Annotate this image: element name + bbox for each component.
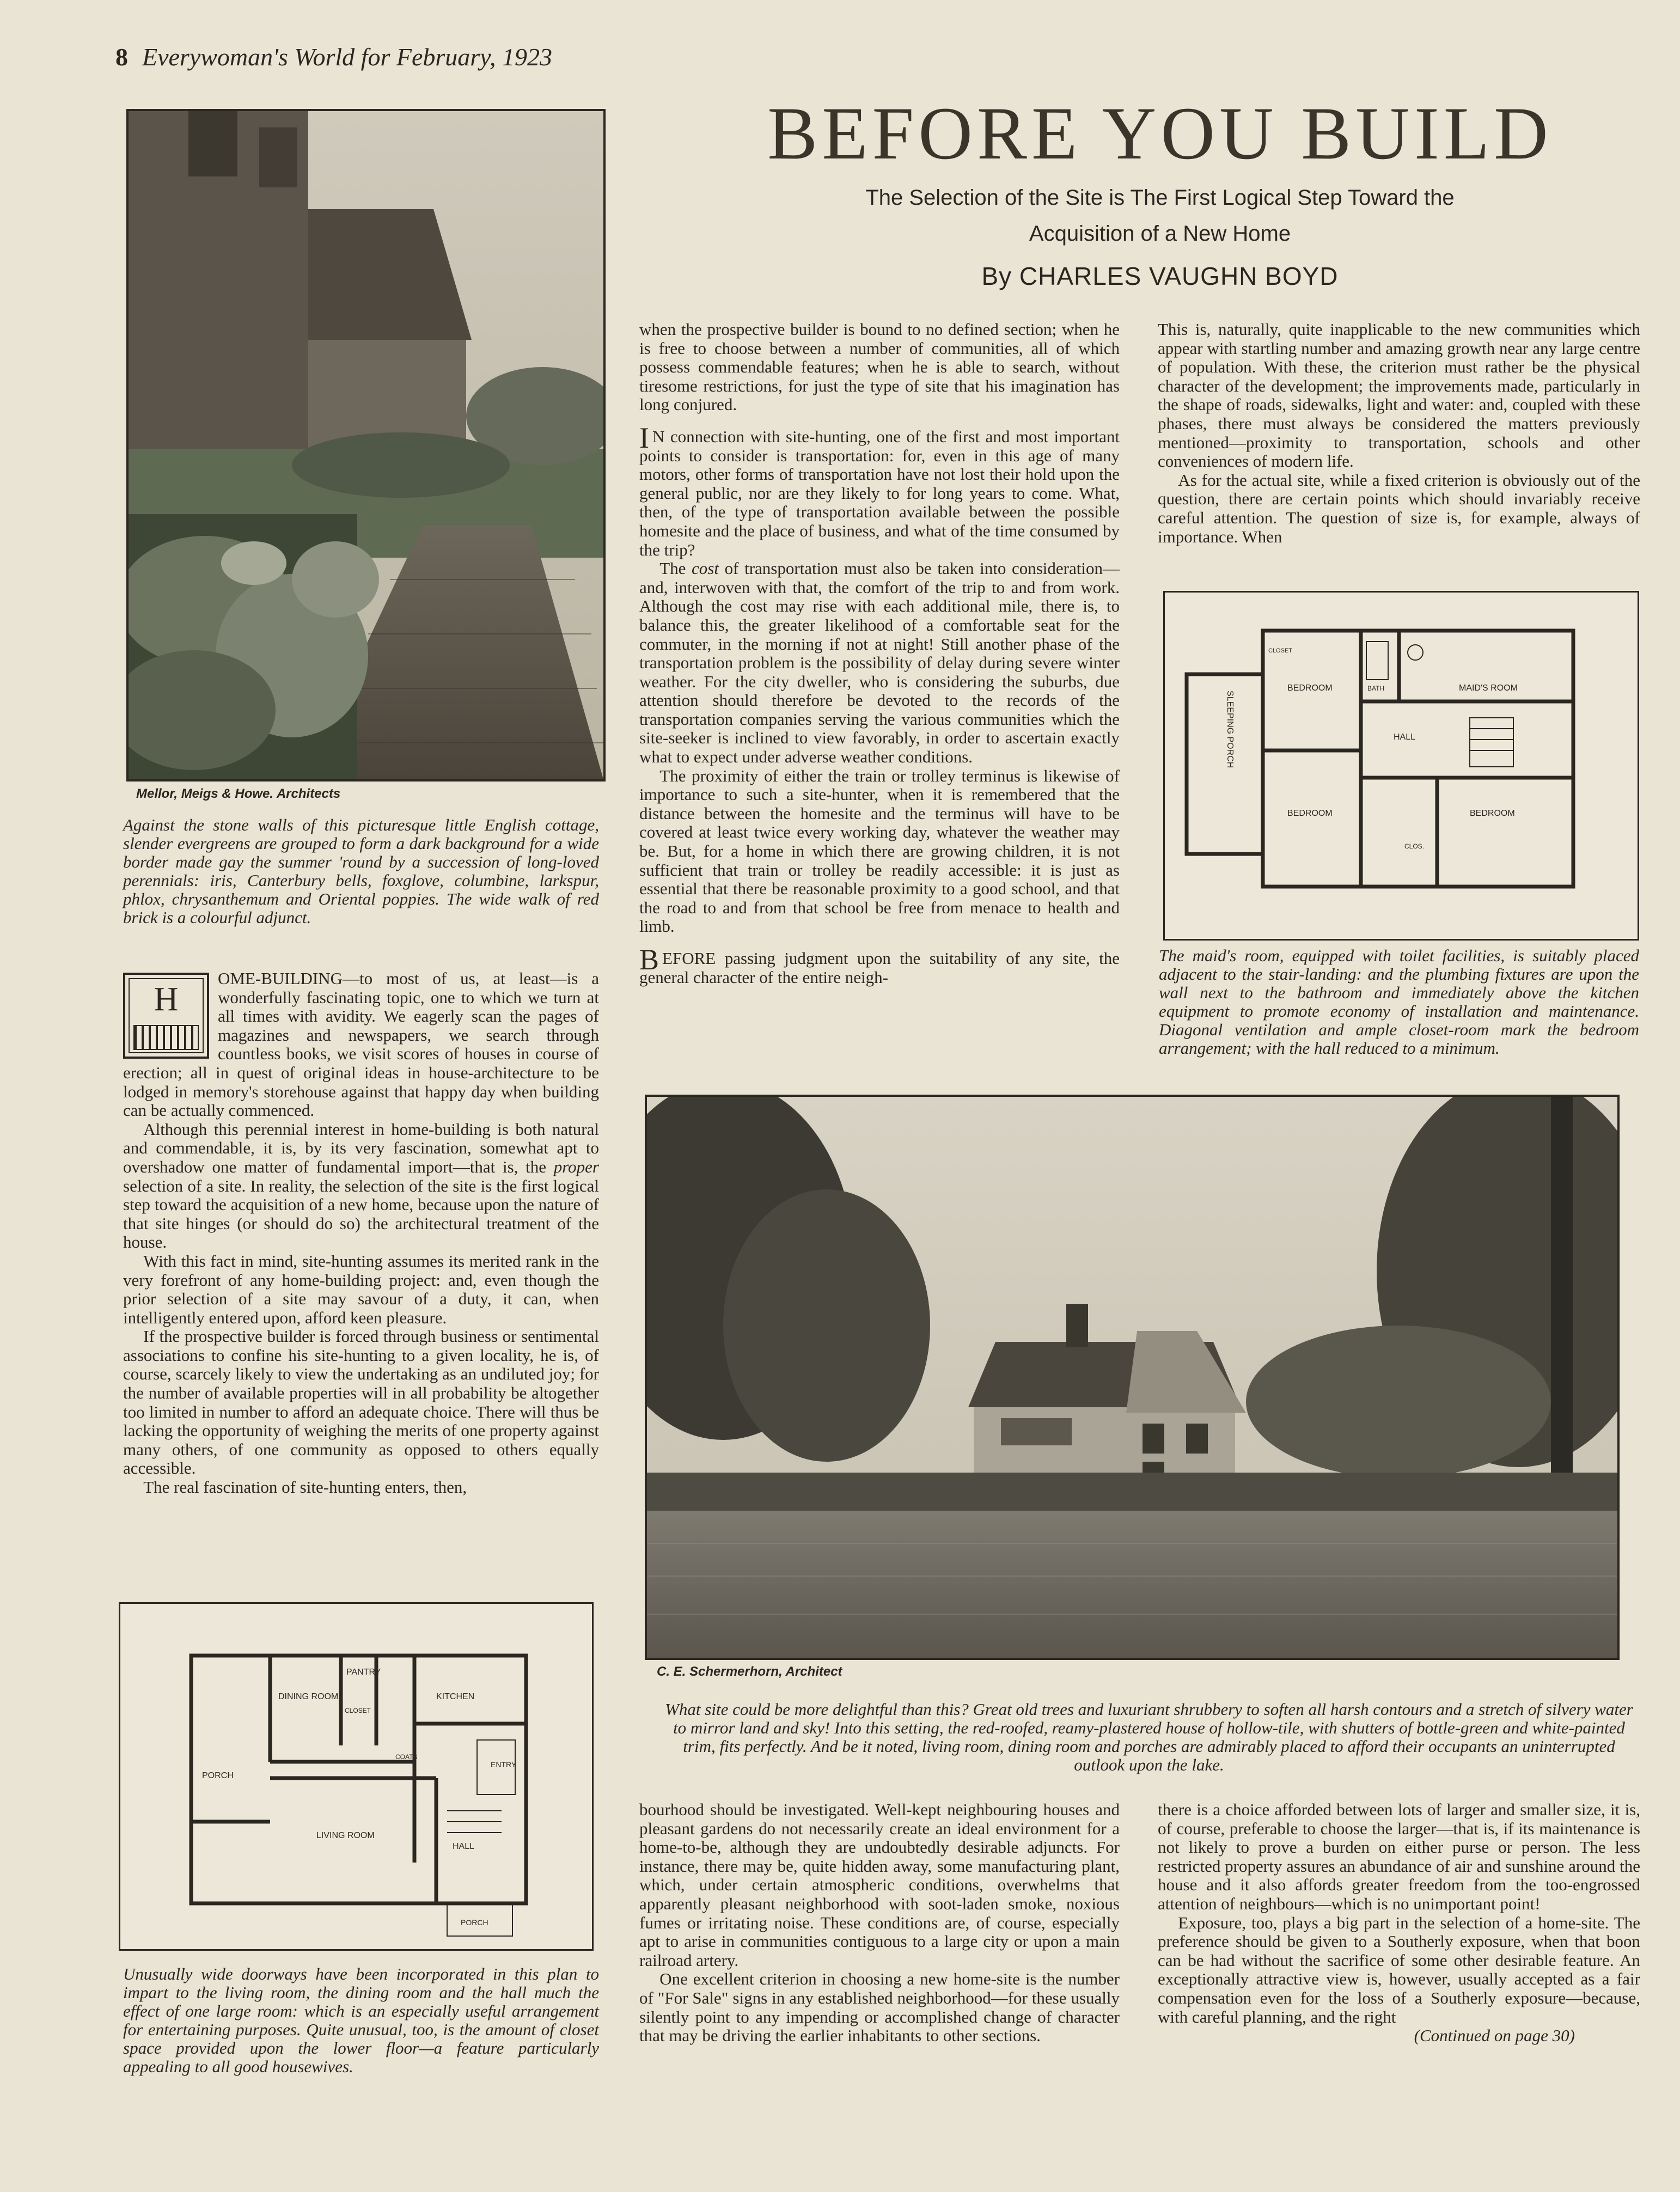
cottage-photo-caption: Against the stone walls of this picturesque little English cottage, slender evergreens are grouped to form a dark background for a wide border made gay the summer 'round by a succession of long-loved perennials: iris, Canterbury bells, foxglove, columbine, larkspur, phlox, chrysanthemum and Oriental poppies. The wide walk of red brick is a colourful adjunct. — [123, 815, 599, 927]
dropcap-letter: H — [154, 981, 179, 1018]
running-header — [115, 42, 552, 71]
lower-floor-plan-caption: Unusually wide doorways have been incorporated in this plan to impart to the living room, the dining room and the hall much the effect of one large room: which is an especially useful arrangement for entertaining purposes. Quite unusual, too, is the amount of closet space provided upon the lower floor—a feature particularly appealing to all good housewives. — [123, 1964, 599, 2076]
paragraph-lead: OME-BUILDING — [218, 969, 343, 988]
plan-label-bath: BATH — [1367, 685, 1385, 692]
lower-floor-plan-drawing — [120, 1604, 592, 1949]
paragraph-initial: I — [639, 421, 649, 454]
plan-label-closet: CLOSET — [345, 1707, 371, 1714]
cottage-photo-credit: Mellor, Meigs & Howe. Architects — [136, 786, 341, 801]
plan-label-bedroom-2: BEDROOM — [1287, 809, 1333, 818]
paragraph: when the prospective builder is bound to no defined section; when he is free to choose between a number of communities, all of which possess commendable features; when he is able to search, without tiresome restrictions, for just the type of site that his imagination has long conjured. — [639, 320, 1120, 414]
plan-label-bedroom-1: BEDROOM — [1287, 683, 1333, 693]
paragraph: With this fact in mind, site-hunting assumes its merited rank in the very forefront of any home-building project: and, even though the prior selection of a site may savour of a duty, it can, when intelligently entered upon, afford keen pleasure. — [123, 1251, 599, 1327]
plan-label-bedroom-3: BEDROOM — [1470, 809, 1515, 818]
cottage-photo — [126, 109, 606, 781]
paragraph: I N connection with site-hunting, one of the first and most important points to consider is transportation: for, even in this age of many motors, other forms of transportation have not lost their hold upon the general public, nor are they likely to for long years to come. What, then, of the type of transportation available between the possible homesite and the place of business, and what of the time consumed by the trip? — [639, 421, 1120, 559]
paragraph: bourhood should be investigated. Well-kept neighbouring houses and pleasant gardens do not necessarily create an ideal environment for a home-to-be, although they are undoubtedly desirable adjuncts. For instance, there may be, quite hidden away, some manufacturing plant, which, under certain atmospheric conditions, overwhelms that apparently pleasant neighborhood with soot-laden smoke, noxious fumes or irritating noise. These conditions are, of course, especially apt to arise in communities contiguous to a large city or upon a main railroad artery. — [639, 1800, 1120, 1970]
paragraph: The real fascination of site-hunting enters, then, — [143, 1477, 467, 1497]
paragraph: The proximity of either the train or trolley terminus is likewise of importance to such a site-hunter, when it is remembered that the distance between the homesite and the terminus will have to be covered at least twice every working day, whatever the weather may be. But, for a home in which there are growing children, it is not sufficient that train or trolley be readily accessible: it is just as essential that there be reasonable proximity to a good school, and that the road to and from that school be free from menace to health and limb. — [639, 766, 1120, 936]
subtitle-line-1: The Selection of the Site is The First Logical Step Toward the — [865, 186, 1455, 210]
plan-label-maids-room: MAID'S ROOM — [1459, 683, 1518, 693]
cottage-photo-image — [129, 111, 603, 779]
paragraph: OME-BUILDING—to most of us, at least—is a wonderfully fascinating topic, one to which we turn at all times with avidity. We eagerly scan the pages of magazines and newspapers, we search through countless books, we visit scores of houses in course of erection; all in quest of original ideas in house-architecture to be lodged in memory's storehouse against that happy day when building can be actually commenced. — [123, 969, 599, 1120]
plan-label-closet: CLOSET — [1268, 648, 1293, 654]
plan-label-clos: CLOS. — [1404, 842, 1425, 850]
plan-label-entry: ENTRY — [491, 1760, 517, 1769]
running-title: Everywoman's World for February, 1923 — [142, 43, 553, 71]
paragraph: This is, naturally, quite inapplicable to the new communities which appear with startling number and amazing growth near any large centre of population. With these, the criterion must rather be the physical character of the development; the improvements made, particularly in the shape of roads, sidewalks, light and water: and, coupled with these phases, there must always be considered the matters previously mentioned—proximity to transportation, schools and other conveniences of modern life. — [1158, 320, 1640, 471]
paragraph: The cost of transportation must also be taken into consideration—and, interwoven with that, the comfort of the trip to and from work. Although the cost may rise with each additional mile, there is, to balance this, the greater likelihood of a comfortable seat for the commuter, in the morning if not at night! Still another phase of the transportation problem is the possibility of delay during severe winter weather. For the city dweller, who is considering the suburbs, due attention should therefore be devoted to the records of the transportation companies serving the various communities which the site-seeker is inclined to view favorably, in order to ascertain exactly what to expect under adverse weather conditions. — [639, 559, 1120, 767]
plan-label-pantry: PANTRY — [346, 1668, 381, 1677]
byline: By CHARLES VAUGHN BOYD — [981, 262, 1339, 290]
upper-floor-plan-caption: The maid's room, equipped with toilet facilities, is suitably placed adjacent to the stair-landing: and the plumbing fixtures are upon the wall next to the bathroom and immediately above the kitchen equipment to promote economy of installation and maintenance. Diagonal ventilation and ample closet-room mark the bedroom arrangement; with the hall reduced to a minimum. — [1159, 946, 1639, 1058]
paragraph: Exposure, too, plays a big part in the selection of a home-site. The preference should be given to a Southerly exposure, when that boon can be had without the sacrifice of some other desirable feature. An exceptionally attractive view is, however, usually accepted as a fair compensation even for the loss of a Southerly exposure—because, with careful planning, and the right — [1158, 1913, 1640, 2026]
upper-floor-plan-drawing — [1165, 593, 1638, 939]
plan-label-hall: HALL — [1394, 732, 1416, 742]
upper-floor-plan — [1163, 591, 1639, 941]
article-title: BEFORE YOU BUILD — [767, 91, 1553, 175]
plan-label-porch-2: PORCH — [461, 1918, 488, 1927]
paragraph: Although this perennial interest in home-building is both natural and commendable, it is, by its very fascination, somewhat apt to overshadow one matter of fundamental import—that is, the proper selection of a site. In reality, the selection of the site is the first logical step toward the acquisition of a new home, because upon the nature of that site hinges (or should do so) the architectural treatment of the house. — [123, 1119, 599, 1252]
plan-label-sleeping-porch: SLEEPING PORCH — [1225, 691, 1235, 768]
plan-label-hall: HALL — [453, 1842, 475, 1851]
lake-house-photo-credit: C. E. Schermerhorn, Architect — [657, 1664, 842, 1679]
column-2-top-text — [639, 320, 1120, 1083]
dropcap-ornament-pattern — [133, 1025, 199, 1050]
dropcap-ornament — [123, 973, 209, 1059]
paragraph: there is a choice afforded between lots of larger and smaller size, it is, of course, preferable to choose the larger—that is, if its maintenance is not likely to prove a burden on either purse or person. The less restricted property assures an abundance of air and sunshine around the house and it also affords greater freedom from the too-engrossed attention of neighbours—which is no unimportant point! — [1158, 1800, 1640, 1913]
lake-house-photo-caption: What site could be more delightful than this? Great old trees and luxuriant shrubbery to soften all harsh contours and a stretch of silvery water to mirror land and sky! Into this setting, the red-roofed, reamy-plastered house of hollow-tile, with shutters of bottle-green and white-painted trim, fits perfectly. And be it noted, living room, dining room and porches are admirably placed to afford their occupants an uninterrupted outlook upon the lake. — [665, 1700, 1633, 1774]
page-number: 8 — [115, 43, 128, 71]
plan-label-dining-room: DINING ROOM — [278, 1692, 339, 1701]
lake-house-photo-image — [647, 1097, 1617, 1658]
paragraph: As for the actual site, while a fixed criterion is obviously out of the question, there are certain points which should invariably receive careful attention. The question of size is, for example, always of importance. When — [1158, 470, 1640, 546]
subtitle-line-2: Acquisition of a New Home — [1029, 222, 1291, 246]
paragraph: One excellent criterion in choosing a new home-site is the number of "For Sale" signs in any established neighborhood—for these usually silently point to any impending or accomplished change of character that may be driving the earlier inhabitants to other sections. — [639, 1969, 1120, 2046]
column-3-bottom-text — [1158, 1800, 1640, 2116]
paragraph-initial: B — [639, 943, 659, 976]
column-2-bottom-text — [639, 1800, 1120, 2095]
article-subtitle — [762, 180, 1557, 252]
paragraph: If the prospective builder is forced through business or sentimental associations to confine his site-hunting to a given locality, he is, of course, scarcely likely to view the undertaking as an undiluted joy; for the number of available properties will in all probability be altogether too limited in number to afford an adequate choice. There will thus be lacking the opportunity of weighing the merits of one property against many others, of one community as opposed to others equally accessible. — [123, 1327, 599, 1478]
plan-label-porch: PORCH — [202, 1771, 234, 1780]
lake-house-photo — [645, 1095, 1620, 1660]
lower-floor-plan — [119, 1602, 594, 1951]
plan-label-coats: COATS — [395, 1753, 418, 1761]
plan-label-living-room: LIVING ROOM — [316, 1831, 375, 1840]
continued-note[interactable]: (Continued on page 30) — [1414, 2026, 1575, 2046]
paragraph: BEFORE passing judgment upon the suitability of any site, the general character of the entire neigh- — [639, 943, 1120, 987]
column-3-top-text — [1158, 320, 1640, 576]
column-1-text — [123, 969, 599, 1585]
plan-label-kitchen: KITCHEN — [436, 1692, 475, 1701]
